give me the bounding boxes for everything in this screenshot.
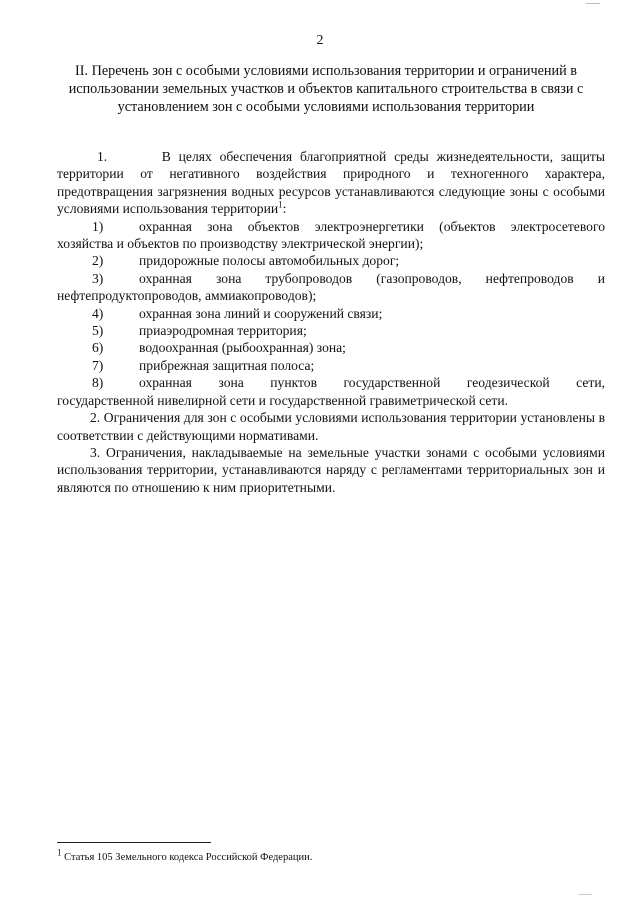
paragraph-1-text: В целях обеспечения благоприятной среды жизнедеятельности, защиты территории от негативного воздействия природного и техногенного характера, предотвращения загрязнения водных ресурсов устанавливаются следующие зоны с особыми условиями использования территории bbox=[57, 149, 605, 217]
zone-text: охранная зона объектов электроэнергетики (объектов электросетевого bbox=[139, 218, 605, 234]
footnote-reference: 1 bbox=[278, 199, 283, 210]
footnote-marker: 1 bbox=[57, 847, 62, 858]
zone-item-2 bbox=[57, 252, 605, 269]
zone-item-8 bbox=[57, 374, 605, 391]
zone-text: охранная зона линий и сооружений связи; bbox=[139, 305, 383, 321]
paragraph-1 bbox=[57, 148, 605, 218]
zone-text: прибрежная защитная полоса; bbox=[139, 357, 315, 373]
zone-number: 8) bbox=[92, 375, 104, 391]
zone-text-continuation: государственной нивелирной сети и государственной гравиметрической сети. bbox=[57, 392, 508, 408]
zone-item-1 bbox=[57, 218, 605, 235]
section-title: II. Перечень зон с особыми условиями использования территории и ограничений в использовании земельных участков и объектов капитального строительства в связи с установлением зон с особыми условиями использования территории bbox=[68, 63, 584, 115]
scan-mark-top bbox=[586, 0, 600, 4]
paragraph-3: 3. Ограничения, накладываемые на земельные участки зонами с особыми условиями использования территории, устанавливаются наряду с регламентами территориальных зон и являются по отношению к ним приоритетными. bbox=[57, 444, 605, 495]
zone-number: 2) bbox=[92, 253, 104, 269]
paragraph-2: 2. Ограничения для зон с особыми условиями использования территории установлены в соответствии с действующими нормативами. bbox=[57, 410, 605, 443]
zone-item-3 bbox=[57, 270, 605, 287]
zone-number: 5) bbox=[92, 323, 104, 339]
zone-number: 3) bbox=[92, 270, 104, 286]
zone-item-6 bbox=[57, 339, 605, 356]
zone-text: охранная зона пунктов государственной геодезической сети, bbox=[139, 375, 605, 391]
zone-item-4 bbox=[57, 305, 605, 322]
page-number: 2 bbox=[316, 33, 324, 48]
document-body bbox=[57, 148, 605, 496]
zone-text-continuation: хозяйства и объектов по производству электрической энергии); bbox=[57, 236, 424, 252]
zone-number: 6) bbox=[92, 340, 104, 356]
zone-text: охранная зона трубопроводов (газопроводов, нефтепроводов и bbox=[139, 270, 605, 286]
footnote-text: Статья 105 Земельного кодекса Российской Федерации. bbox=[64, 852, 313, 863]
zone-item-7 bbox=[57, 357, 605, 374]
zone-text: придорожные полосы автомобильных дорог; bbox=[139, 253, 400, 269]
zone-text: водоохранная (рыбоохранная) зона; bbox=[139, 340, 346, 356]
zone-number: 4) bbox=[92, 305, 104, 321]
zone-text-continuation: нефтепродуктопроводов, аммиакопроводов); bbox=[57, 288, 317, 304]
zone-item-5 bbox=[57, 322, 605, 339]
paragraph-1-tail: : bbox=[282, 201, 287, 217]
scan-mark-bottom bbox=[578, 894, 592, 899]
paragraph-1-number: 1. bbox=[97, 149, 108, 164]
zone-number: 7) bbox=[92, 357, 104, 373]
footnote bbox=[57, 847, 597, 864]
zone-text: приаэродромная территория; bbox=[139, 323, 307, 339]
zone-number: 1) bbox=[92, 218, 104, 234]
footnote-separator bbox=[57, 842, 211, 843]
